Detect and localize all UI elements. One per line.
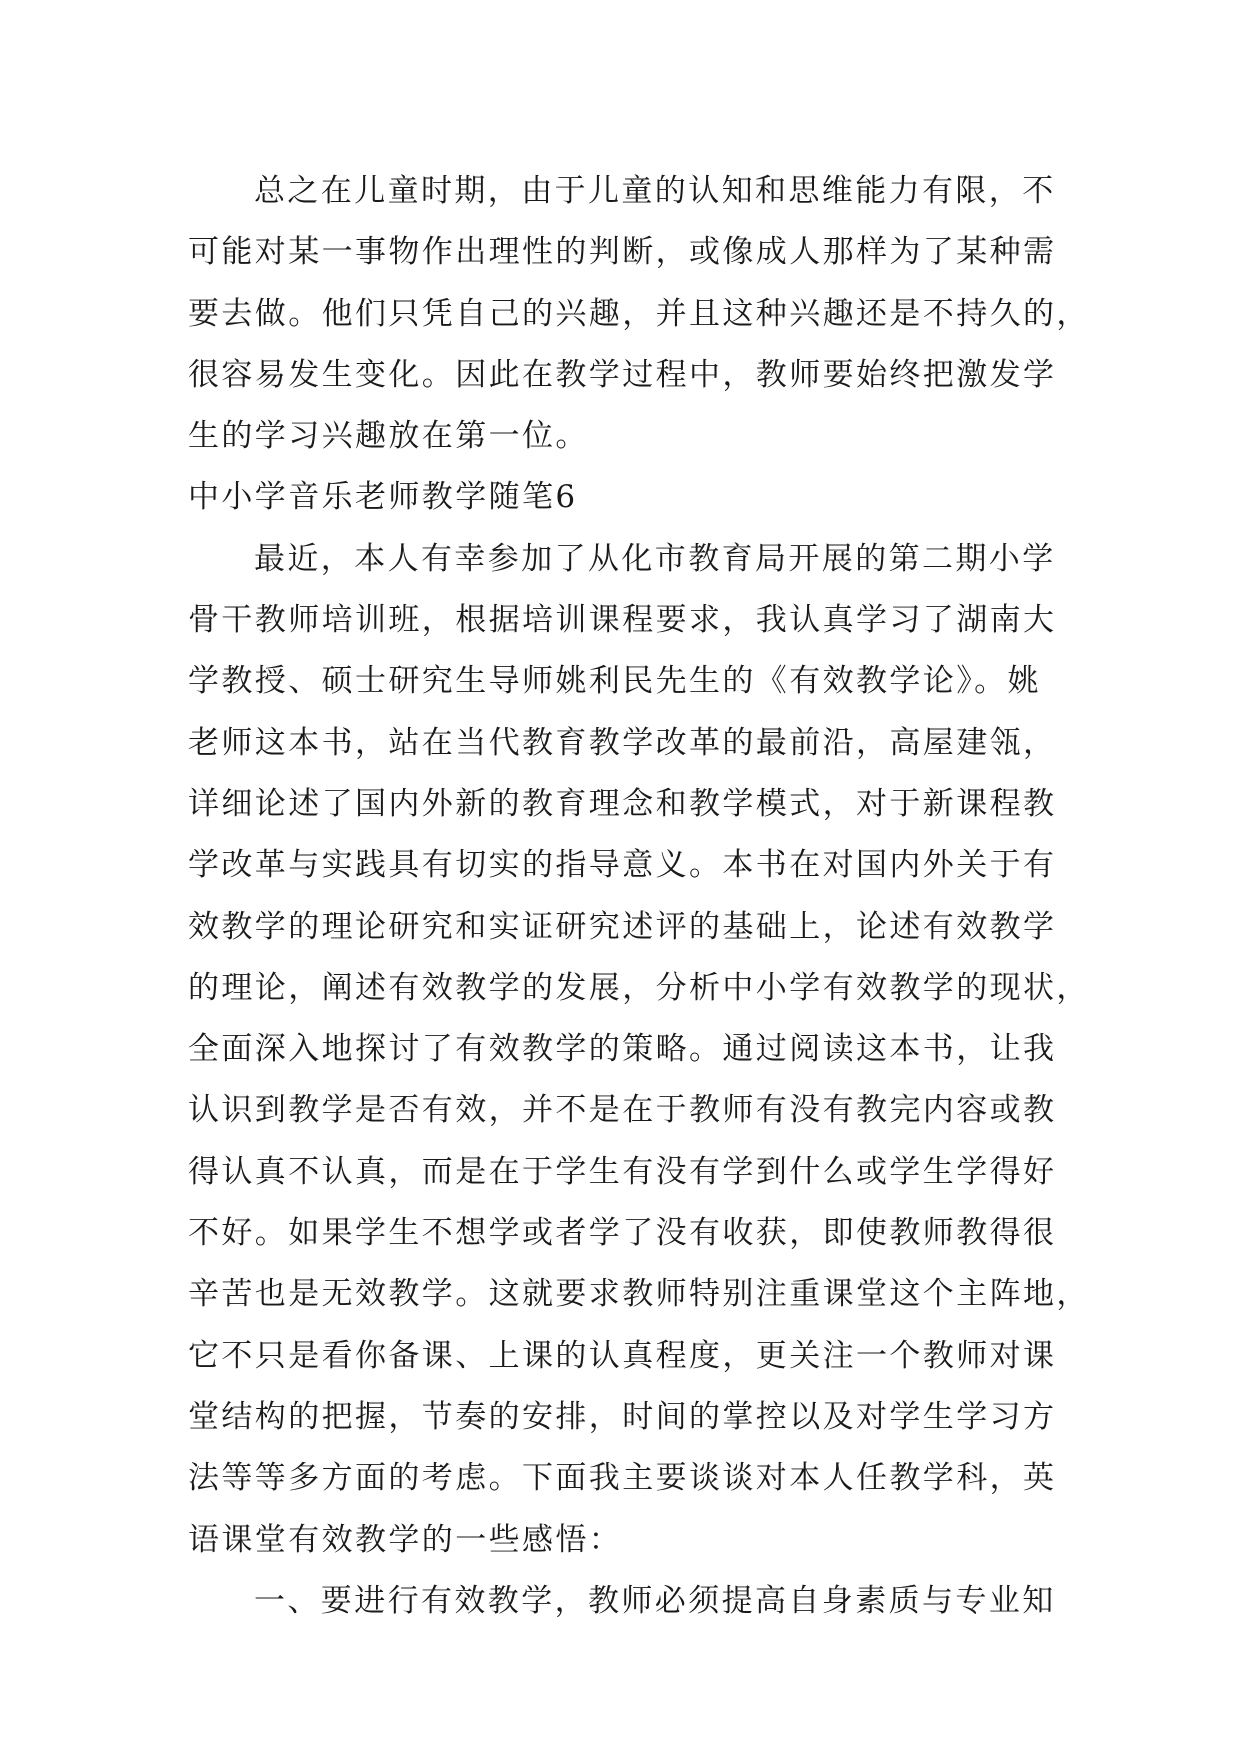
text-line: 老师这本书，站在当代教育教学改革的最前沿，高屋建瓴， <box>188 724 1057 761</box>
text-line: 认识到教学是否有效，并不是在于教师有没有教完内容或教 <box>188 1092 1057 1129</box>
text-line: 生的学习兴趣放在第一位。 <box>188 418 589 455</box>
paragraph-3 <box>188 1571 1068 1632</box>
text-line: 语课堂有效教学的一些感悟： <box>188 1521 623 1558</box>
text-line: 最近，本人有幸参加了从化市教育局开展的第二期小学 <box>254 540 1056 577</box>
text-line: 得认真不认真，而是在于学生有没有学到什么或学生学得好 <box>188 1153 1057 1190</box>
document-body <box>188 161 1090 1632</box>
text-line: 骨干教师培训班，根据培训课程要求，我认真学习了湖南大 <box>188 602 1057 639</box>
text-line: 不好。如果学生不想学或者学了没有收获，即使教师教得很 <box>188 1215 1057 1252</box>
paragraph-2 <box>188 529 1090 1571</box>
text-line: 很容易发生变化。因此在教学过程中，教师要始终把激发学 <box>188 356 1057 393</box>
text-line: 的理论，阐述有效教学的发展，分析中小学有效教学的现状， <box>188 969 1090 1006</box>
text-line: 全面深入地探讨了有效教学的策略。通过阅读这本书，让我 <box>188 1031 1057 1068</box>
paragraph-1 <box>188 161 1090 467</box>
text-line: 它不只是看你备课、上课的认真程度，更关注一个教师对课 <box>188 1337 1057 1374</box>
text-line: 法等等多方面的考虑。下面我主要谈谈对本人任教学科，英 <box>188 1460 1057 1497</box>
text-line: 总之在儿童时期，由于儿童的认知和思维能力有限，不 <box>254 173 1056 209</box>
text-line: 效教学的理论研究和实证研究述评的基础上，论述有效教学 <box>188 908 1057 945</box>
text-line: 可能对某一事物作出理性的判断，或像成人那样为了某种需 <box>188 234 1057 271</box>
section-title: 中小学音乐老师教学随笔6 <box>188 479 578 516</box>
text-line: 堂结构的把握，节奏的安排，时间的掌控以及对学生学习方 <box>188 1398 1057 1435</box>
text-line: 要去做。他们只凭自己的兴趣，并且这种兴趣还是不持久的， <box>188 295 1090 332</box>
text-line: 学改革与实践具有切实的指导意义。本书在对国内外关于有 <box>188 847 1057 884</box>
text-line: 辛苦也是无效教学。这就要求教师特别注重课堂这个主阵地， <box>188 1276 1090 1313</box>
text-line: 一、要进行有效教学，教师必须提高自身素质与专业知 <box>254 1582 1056 1619</box>
text-line: 学教授、硕士研究生导师姚利民先生的《有效教学论》。姚 <box>188 663 1041 700</box>
text-line: 详细论述了国内外新的教育理念和教学模式，对于新课程教 <box>188 785 1057 822</box>
